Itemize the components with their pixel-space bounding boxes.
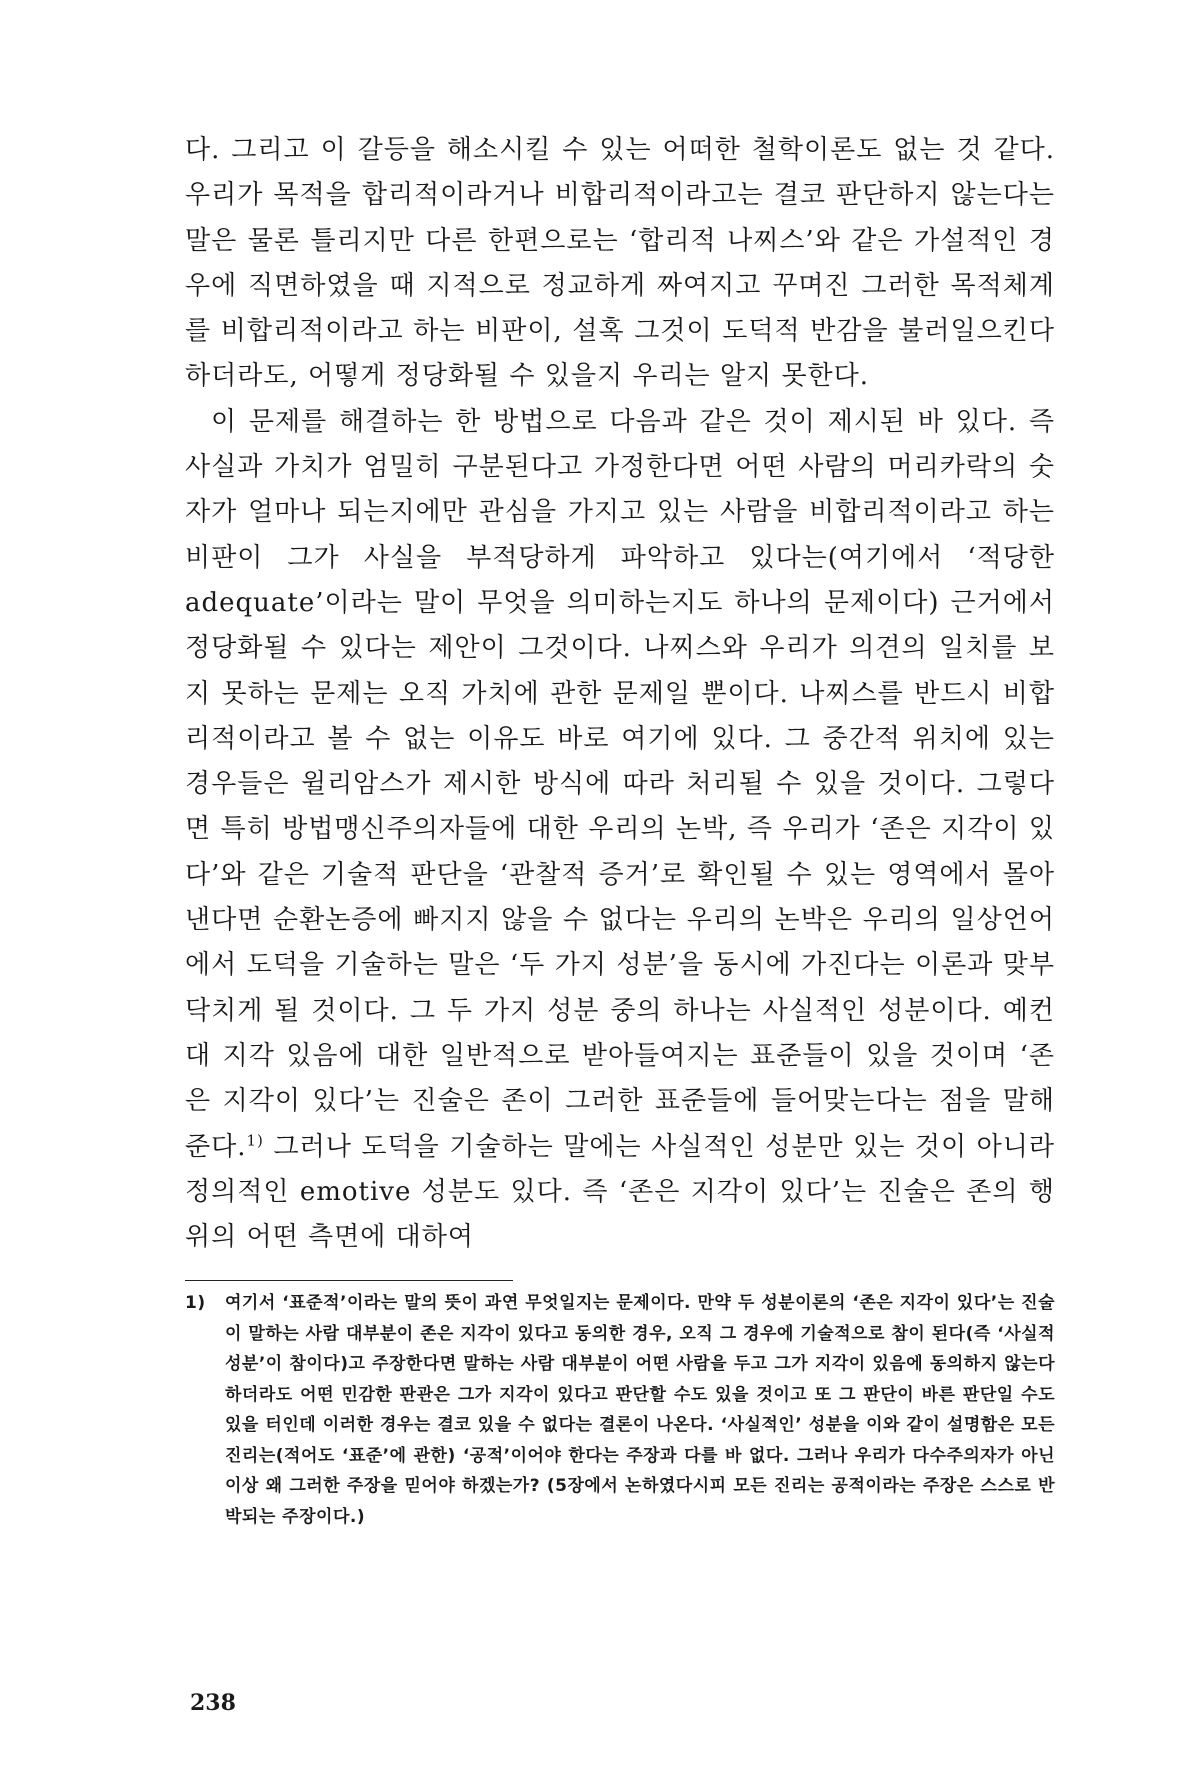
paragraph-text: 이 문제를 해결하는 한 방법으로 다음과 같은 것이 제시된 바 있다. 즉 사실과 가치가 엄밀히 구분된다고 가정한다면 어떤 사람의 머리카락의 숫자가 얼마나 되는지에만 관심을 가지고 있는 사람을 비합리적이라고 하는 비판이 그가 사실을 부적당하게 파악하고 있다는(여기에서 ‘적당한 adequate’이라는 말이 무엇을 의미하는지도 하나의 문제이다) 근거에서 정당화될 수 있다는 제안이 그것이다. 나찌스와 우리가 의견의 일치를 보지 못하는 문제는 오직 가치에 관한 문제일 뿐이다. 나찌스를 반드시 비합리적이라고 볼 수 없는 이유도 바로 여기에 있다. 그 중간적 위치에 있는 경우들은 윌리암스가 제시한 방식에 따라 처리될 수 있을 것이다. 그렇다면 특히 방법맹신주의자들에 대한 우리의 논박, 즉 우리가 ‘존은 지각이 있다’와 같은 기술적 판단을 ‘관찰적 증거’로 확인될 수 있는 영역에서 몰아낸다면 순환논증에 빠지지 않을 수 없다는 우리의 논박은 우리의 일상언어에서 도덕을 기술하는 말은 ‘두 가지 성분’을 동시에 가진다는 이론과 맞부닥치게 될 것이다. 그 두 가지 성분 중의 하나는 사실적인 성분이다. 예컨대 지각 있음에 대한 일반적으로 받아들여지는 표준들이 있을 것이며 ‘존은 지각이 있다’는 진술은 존이 그러한 표준들에 들어맞는다는 점을 말해 준다. <box>185 406 1055 1162</box>
paragraph-continued: 다. 그리고 이 갈등을 해소시킬 수 있는 어떠한 철학이론도 없는 것 같다. 우리가 목적을 합리적이라거나 비합리적이라고는 결코 판단하지 않는다는 말은 물론 틀리지만 다른 한편으로는 ‘합리적 나찌스’와 같은 가설적인 경우에 직면하였을 때 지적으로 정교하게 짜여지고 꾸며진 그러한 목적체계를 비합리적이라고 하는 비판이, 설혹 그것이 도덕적 반감을 불러일으킨다 하더라도, 어떻게 정당화될 수 있을지 우리는 알지 못한다. <box>185 135 1055 392</box>
paragraph-text-tail: 그러나 도덕을 기술하는 말에는 사실적인 성분만 있는 것이 아니라 정의적인 emotive 성분도 있다. 즉 ‘존은 지각이 있다’는 진술은 존의 행위의 어떤 측면에 대하여 <box>185 1131 1056 1253</box>
footnote-reference: 1) <box>246 1130 264 1149</box>
footnote-divider <box>185 1280 513 1281</box>
footnote-text: 여기서 ‘표준적’이라는 말의 뜻이 과연 무엇일지는 문제이다. 만약 두 성분이론의 ‘존은 지각이 있다’는 진술이 말하는 사람 대부분이 존은 지각이 있다고 동의한 경우, 오직 그 경우에 기술적으로 참이 된다(즉 ‘사실적 성분’이 참이다)고 주장한다면 말하는 사람 대부분이 어떤 사람을 두고 그가 지각이 있음에 동의하지 않는다 하더라도 어떤 민감한 판관은 그가 지각이 있다고 판단할 수도 있을 것이고 또 그 판단이 바른 판단일 수도 있을 터인데 이러한 경우는 결코 있을 수 없다는 결론이 나온다. ‘사실적인’ 성분을 이와 같이 설명함은 모든 진리는(적어도 ‘표준’에 관한) ‘공적’이어야 한다는 주장과 다를 바 없다. 그러나 우리가 다수주의자가 아닌 이상 왜 그러한 주장을 믿어야 하겠는가? (5장에서 논하였다시피 모든 진리는 공적이라는 주장은 스스로 반박되는 주장이다.) <box>225 1293 1055 1527</box>
body-text <box>185 128 1055 1260</box>
page-number: 238 <box>190 1690 236 1716</box>
footnotes <box>185 1288 1055 1532</box>
footnote-marker: 1) <box>185 1293 206 1313</box>
footnote <box>185 1288 1055 1532</box>
paragraph <box>185 400 1055 1261</box>
